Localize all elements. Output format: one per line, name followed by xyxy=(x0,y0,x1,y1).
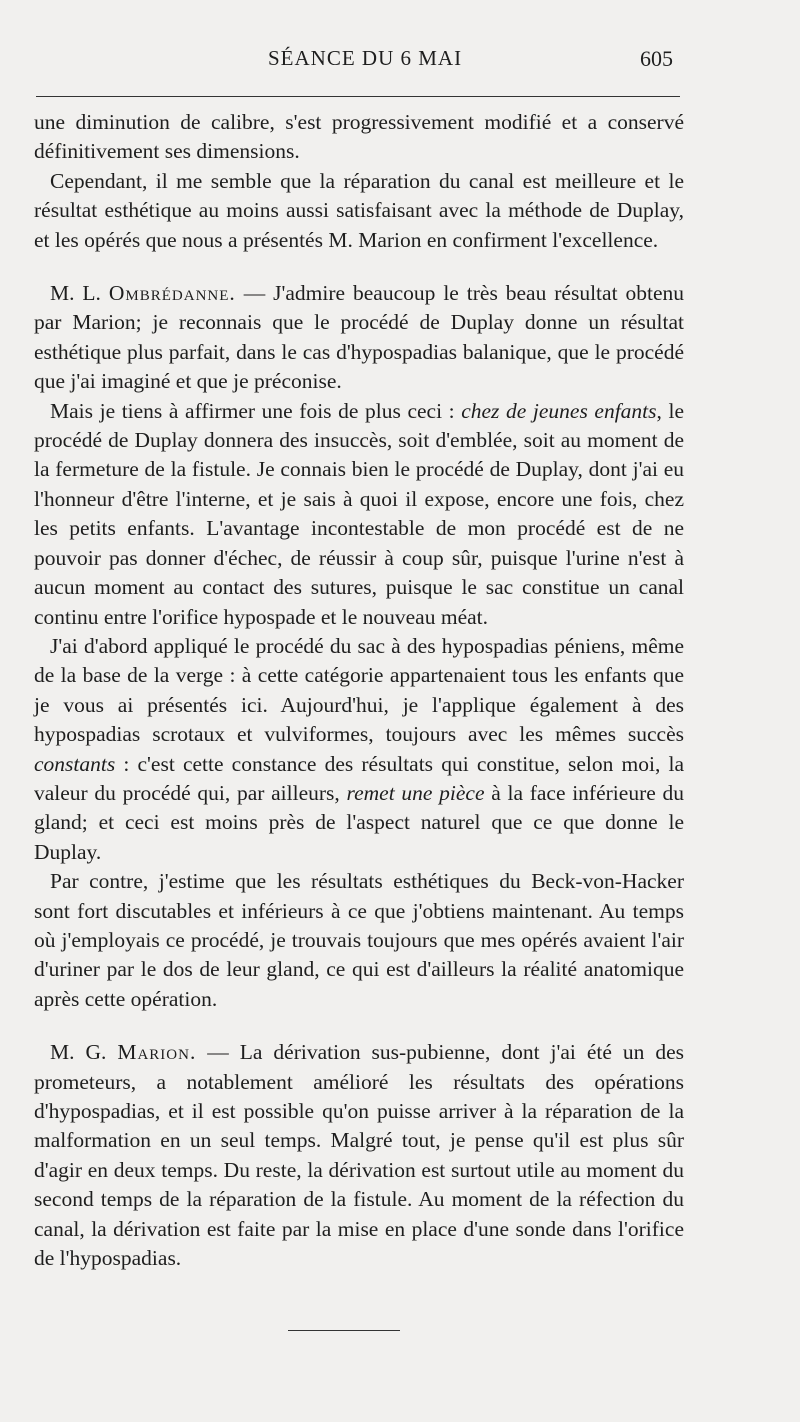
paragraph-1: une diminution de calibre, s'est progressivement modifié et a conservé définitivement ses dimensions. xyxy=(34,110,684,164)
header-rule xyxy=(36,96,680,97)
paragraph-text: — J'admire beaucoup le très beau résultat obtenu par Marion; je reconnais que le procédé de Duplay donne un résultat esthétique plus parfait, dans le cas d'hypospadias balanique, que le procédé que j'ai imaginé et que je préconise. xyxy=(34,281,684,394)
page-header xyxy=(0,46,800,76)
paragraph-text: à la face inférieure du gland; et ceci est moins près de l'aspect naturel que ce que donne le Duplay. xyxy=(34,780,684,864)
speaker-name: Ombrédanne. xyxy=(108,281,236,306)
paragraph-ombredanne xyxy=(34,279,684,397)
emphasis-text: constants xyxy=(34,751,116,776)
page-body xyxy=(34,108,684,1273)
paragraph-text: , le procédé de Duplay donnera des insuccès, soit d'emblée, soit au moment de la fermeture de la fistule. Je connais bien le procédé de Duplay, dont j'ai eu l'honneur d'être l'interne, et je sais à quoi il expose, encore une fois, chez les petits enfants. L'avantage incontestable de mon procédé est de ne pouvoir pas donner d'échec, de réussir à coup sûr, puisque l'urine n'est à aucun moment au contact des sutures, puisque le sac constitue un canal continu entre l'orifice hypospade et le nouveau méat. xyxy=(34,398,684,629)
paragraph-6: Par contre, j'estime que les résultats esthétiques du Beck-von-Hacker sont fort discutables et inférieurs à ce que j'obtiens maintenant. Au temps où j'employais ce procédé, je trouvais toujours que mes opérés avaient l'air d'uriner par le dos de leur gland, ce qui est d'ailleurs la réalité anatomique après cette opération. xyxy=(34,869,684,1011)
paragraph-text: Mais je tiens à affirmer une fois de plus ceci : xyxy=(50,398,462,423)
speaker-name: Marion. xyxy=(117,1040,197,1065)
speaker-prefix: M. L. xyxy=(50,281,109,306)
emphasis-text: chez de jeunes enfants xyxy=(461,398,657,423)
page-number: 605 xyxy=(640,46,673,71)
paragraph-text: — La dérivation sus-pubienne, dont j'ai été un des prometeurs, a notablement amélioré les résultats des opérations d'hypospadias, et il est possible qu'on puisse arriver à la réparation de la malformation en un seul temps. Malgré tout, je pense qu'il est plus sûr d'agir en deux temps. Du reste, la dérivation est surtout utile au moment du second temps de la réparation de la fistule. Au moment de la réfection du canal, la dérivation est faite par la mise en place d'une sonde dans l'orifice de l'hypospadias. xyxy=(34,1040,684,1271)
paragraph-5 xyxy=(34,632,684,867)
paragraph-4 xyxy=(34,397,684,632)
emphasis-text: remet une pièce xyxy=(346,780,485,805)
paragraph-2: Cependant, il me semble que la réparation du canal est meilleure et le résultat esthétique au moins aussi satisfaisant avec la méthode de Duplay, et les opérés que nous a présentés M. Marion en confirment l'excellence. xyxy=(34,168,684,252)
running-title: SÉANCE DU 6 MAI xyxy=(268,46,463,70)
paragraph-text: : c'est cette constance des résultats qui constitue, selon moi, la valeur du procédé qui, par ailleurs, xyxy=(34,751,684,805)
paragraph-text: J'ai d'abord appliqué le procédé du sac à des hypospadias péniens, même de la base de la verge : à cette catégorie appartenaient tous les enfants que je vous ai présentés ici. Aujourd'hui, je l'applique également à des hypospadias scrotaux et vulviformes, toujours avec les mêmes succès xyxy=(34,633,684,747)
closing-rule xyxy=(288,1330,400,1331)
speaker-prefix: M. G. xyxy=(50,1040,118,1065)
paragraph-marion xyxy=(34,1038,684,1273)
